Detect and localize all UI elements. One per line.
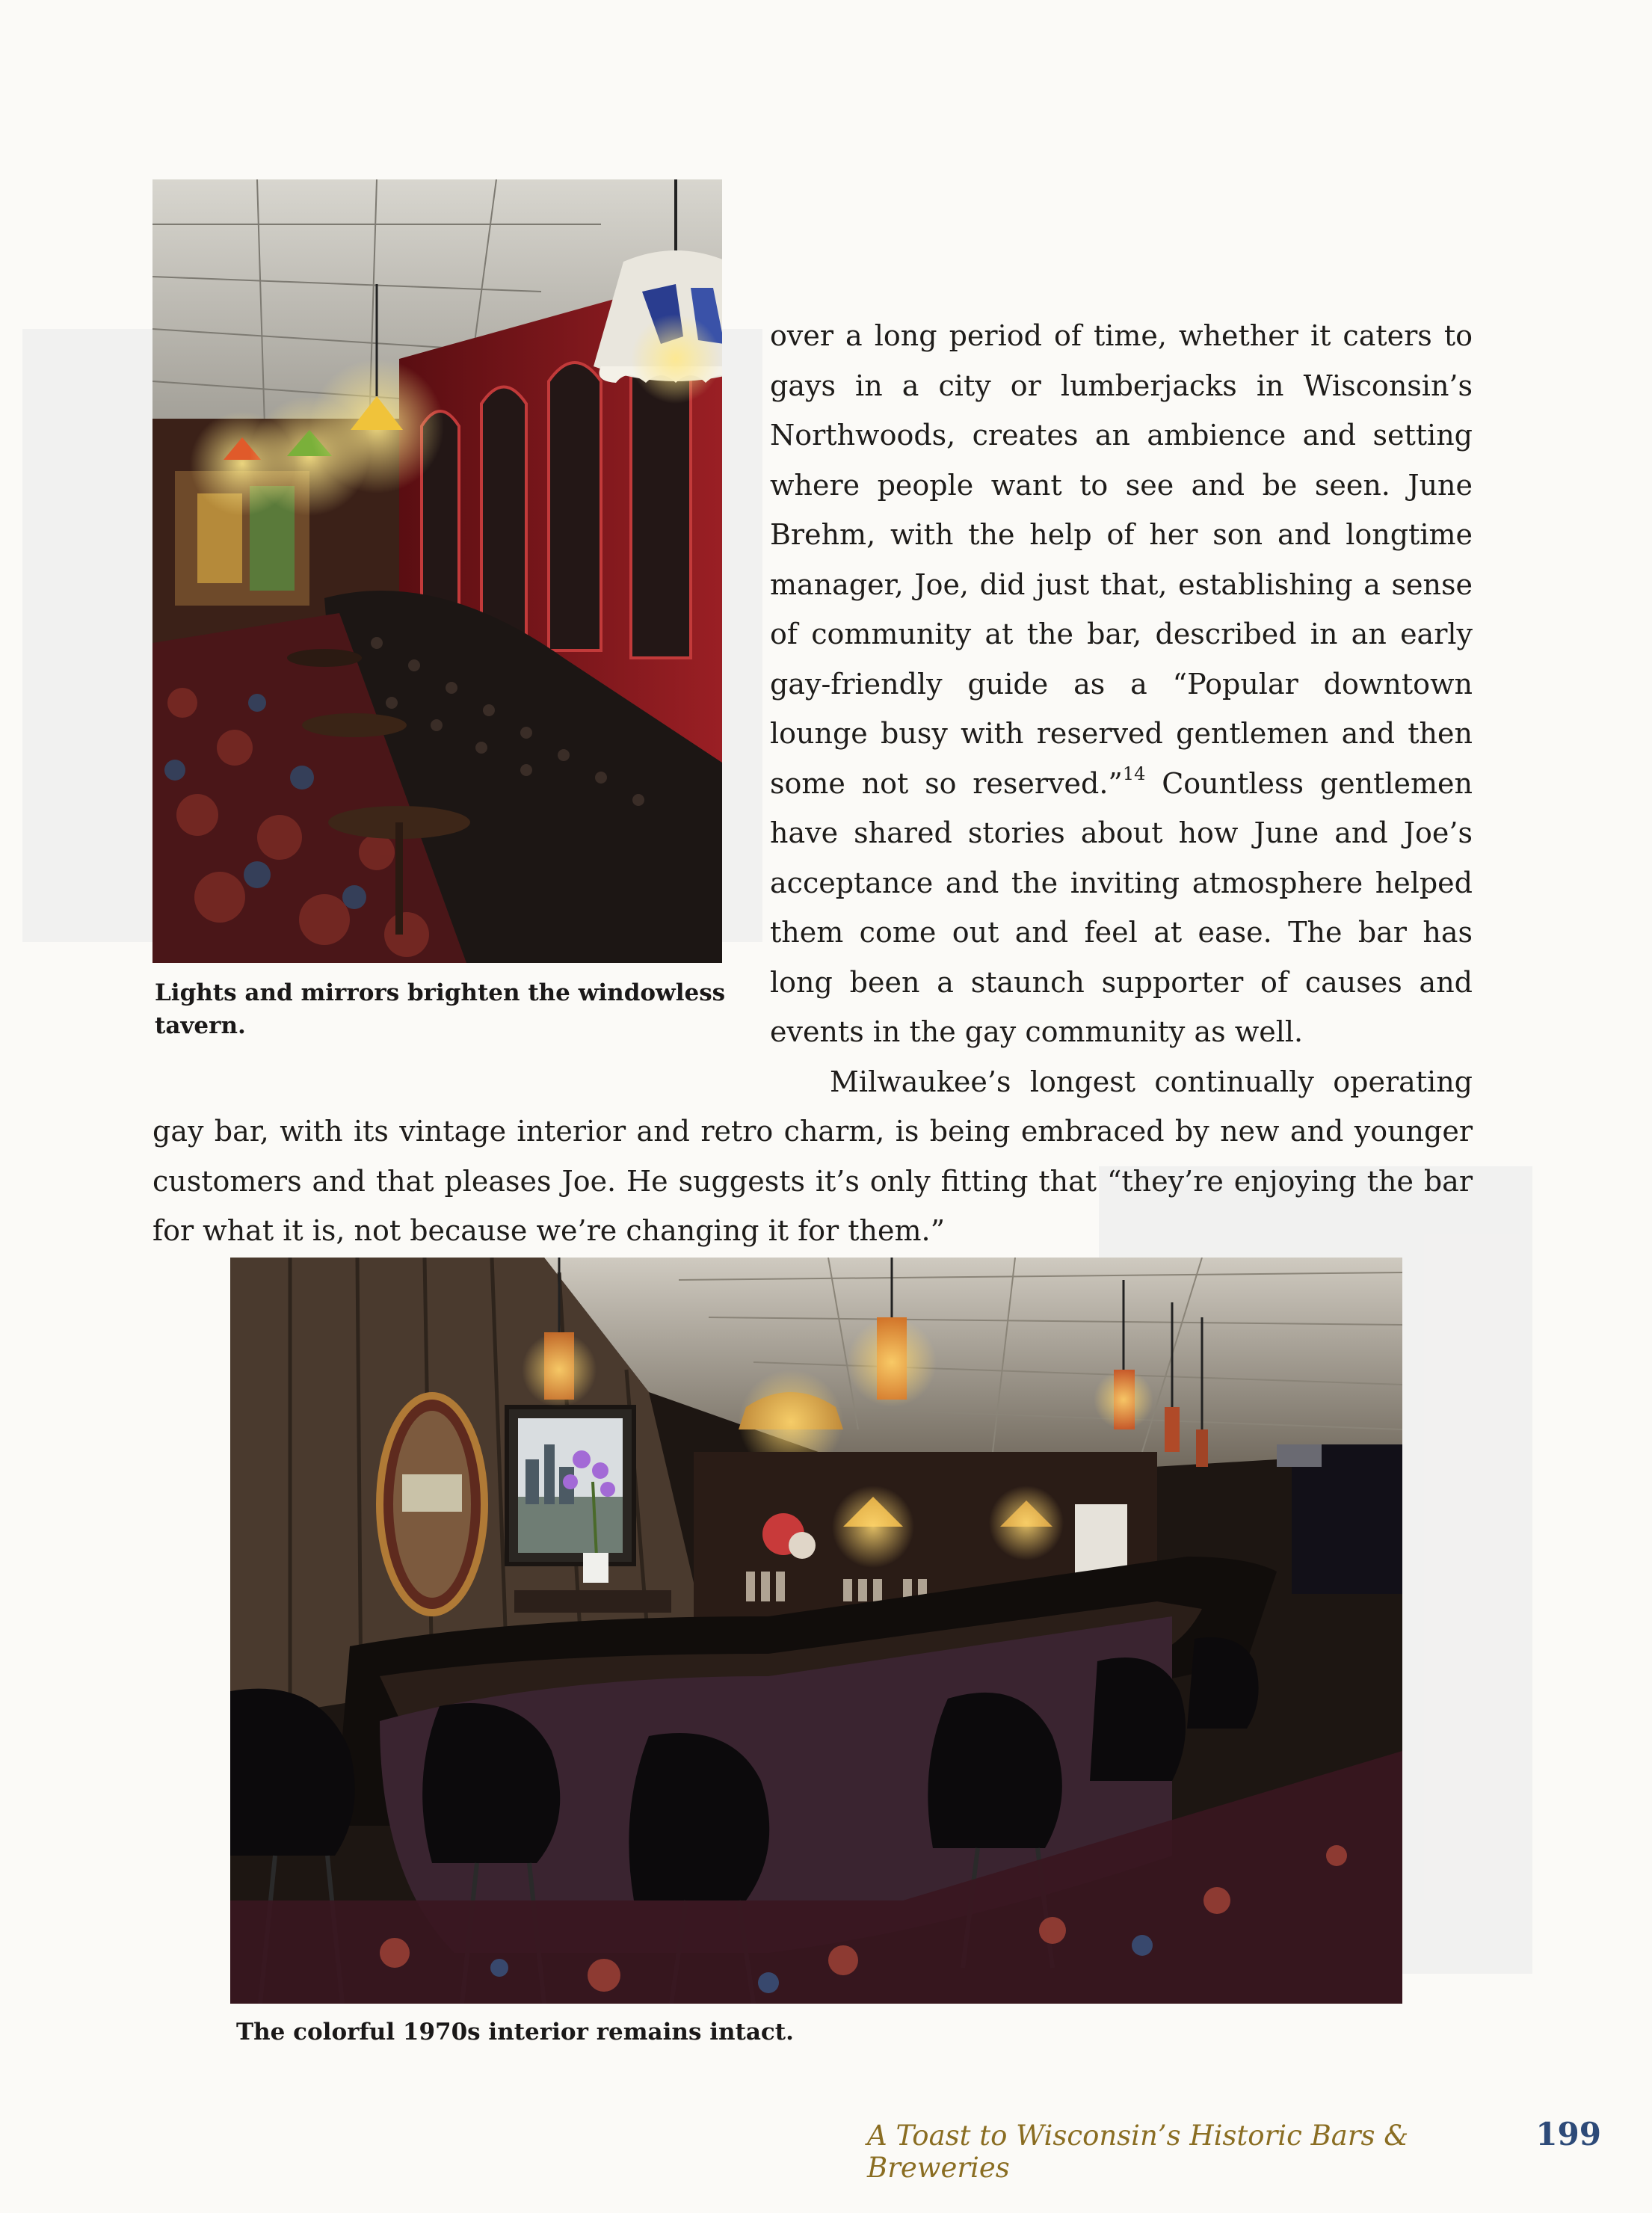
footnote-ref-14: 14 xyxy=(1122,763,1146,784)
paragraph-1-text-cont: Countless gentlemen have shared stories about how June and Joe’s acceptance and the inviting atmosphere helped them come out and feel at ease. The bar has long been a staunch supporter of causes and events in the gay community as well. xyxy=(770,766,1473,1048)
paragraph-1 xyxy=(770,311,1473,1057)
page-number: 199 xyxy=(1535,2116,1601,2152)
body-text xyxy=(152,311,1473,1256)
paragraph-1-text: over a long period of time, whether it caters to gays in a city or lumberjacks in Wisconsin’s Northwoods, creates an ambience and setting where people want to see and be seen. June Brehm, with the help of her son and longtime manager, Joe, did just that, establishing a sense of community at the bar, described in an early gay-friendly guide as a “Popular downtown lounge busy with reserved gentlemen and then some not so reserved.” xyxy=(770,319,1473,800)
photo-bar-illustration xyxy=(230,1258,1402,2004)
photo-caption-top: Lights and mirrors brighten the windowless tavern. xyxy=(155,979,726,1039)
paragraph-2 xyxy=(152,1057,1473,1256)
photo-bar-counter xyxy=(230,1258,1402,2004)
photo-caption-bottom: The colorful 1970s interior remains intact. xyxy=(236,2019,794,2046)
running-title: A Toast to Wisconsin’s Historic Bars & Breweries xyxy=(867,2120,1409,2184)
paragraph-2-text: Milwaukee’s longest continually operating gay bar, with its vintage interior and retro charm, is being embraced by new and younger customers and that pleases Joe. He suggests it’s only fitting that “they’re enjoying the bar for what it is, not because we’re changing it for them.” xyxy=(152,1065,1473,1247)
page-footer xyxy=(867,2116,1601,2184)
